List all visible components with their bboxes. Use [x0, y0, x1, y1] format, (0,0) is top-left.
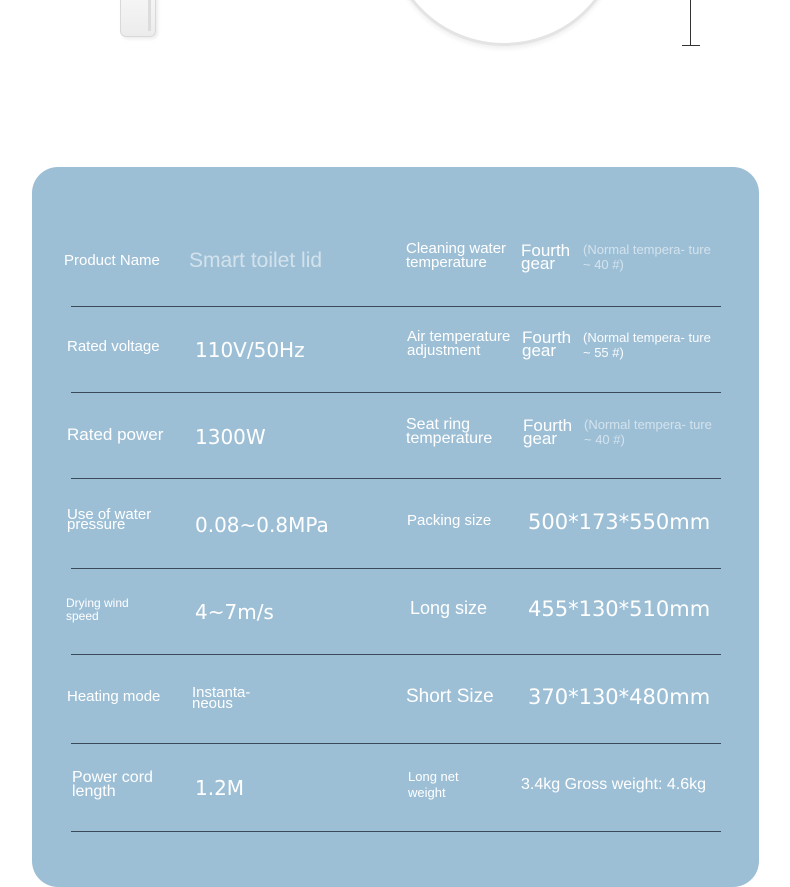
- spec-value-rated-voltage: 110V/50Hz: [195, 338, 305, 362]
- dimension-line-foot: [682, 45, 700, 46]
- spec-value-short-size: 370*130*480mm: [528, 685, 711, 709]
- spec-label-product-name: Product Name: [64, 252, 160, 269]
- spec-value-power-cord-length: 1.2M: [195, 776, 245, 800]
- row-divider: [71, 743, 721, 744]
- spec-note-cleaning-water: (Normal tempera- ture ~ 40 #): [583, 242, 711, 272]
- row-divider: [71, 568, 721, 569]
- spec-label-rated-voltage: Rated voltage: [67, 338, 160, 355]
- spec-label-power-cord-length: Power cord length: [72, 769, 153, 800]
- spec-label-packing-size: Packing size: [407, 512, 492, 529]
- spec-value-drying-wind-speed: 4~7m/s: [195, 600, 274, 624]
- row-divider: [71, 392, 721, 393]
- spec-panel: [32, 167, 759, 887]
- spec-note-air-temperature: (Normal tempera- ture ~ 55 #): [583, 330, 711, 360]
- spec-label-drying-wind-speed: Drying wind speed: [66, 596, 129, 623]
- product-lid-image: [386, 0, 622, 46]
- row-divider: [71, 654, 721, 655]
- spec-label-long-size: Long size: [410, 598, 488, 618]
- spec-label-cleaning-water-temperature: Cleaning water temperature: [406, 240, 507, 271]
- spec-value-water-pressure: 0.08~0.8MPa: [195, 513, 329, 537]
- spec-label-seat-ring-temperature: Seat ring temperature: [406, 416, 493, 447]
- row-divider: [71, 478, 721, 479]
- spec-value-rated-power: 1300W: [195, 425, 266, 449]
- spec-note-seat-ring: (Normal tempera- ture ~ 40 #): [584, 417, 712, 447]
- spec-value-heating-mode: Instanta- neous: [192, 684, 251, 712]
- spec-value-air-temperature-gear: Fourth gear: [522, 328, 572, 360]
- dimension-line: [690, 0, 691, 45]
- spec-value-product-name: Smart toilet lid: [189, 249, 323, 272]
- spec-value-packing-size: 500*173*550mm: [528, 510, 711, 534]
- spec-value-net-gross-weight: 3.4kg Gross weight: 4.6kg: [521, 776, 706, 793]
- spec-label-long-net-weight: Long net weight: [408, 769, 459, 800]
- spec-value-cleaning-water-gear: Fourth gear: [521, 241, 571, 273]
- spec-label-water-pressure: Use of water pressure: [67, 506, 152, 533]
- spec-value-long-size: 455*130*510mm: [528, 597, 711, 621]
- spec-value-seat-ring-gear: Fourth gear: [523, 416, 573, 448]
- spec-label-rated-power: Rated power: [67, 425, 164, 444]
- product-clip-image: [120, 0, 156, 37]
- row-divider: [71, 831, 721, 832]
- spec-label-air-temperature-adjustment: Air temperature adjustment: [407, 328, 511, 359]
- row-divider: [71, 306, 721, 307]
- spec-label-short-size: Short Size: [406, 686, 494, 707]
- spec-label-heating-mode: Heating mode: [67, 688, 161, 705]
